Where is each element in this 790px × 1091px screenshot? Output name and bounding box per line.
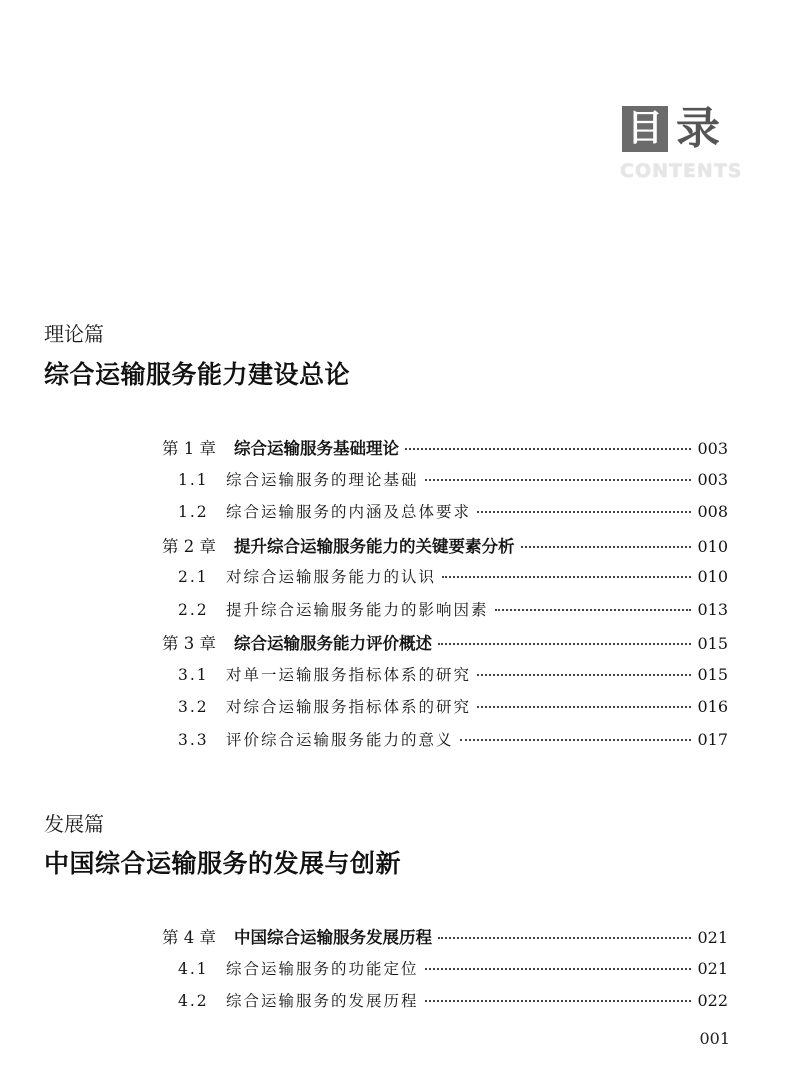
leader-dots	[477, 511, 691, 513]
toc-entry-section[interactable]	[162, 500, 728, 533]
heading-contents-word: CONTENTS	[620, 160, 743, 182]
entry-title: 对综合运输服务指标体系的研究	[226, 698, 472, 716]
entry-page: 010	[697, 536, 728, 556]
entry-page: 010	[697, 567, 728, 586]
toc-entry-section[interactable]	[162, 695, 728, 728]
entry-title: 提升综合运输服务能力的关键要素分析	[234, 536, 515, 556]
toc-entry-chapter[interactable]	[162, 924, 728, 957]
leader-dots	[442, 576, 691, 578]
toc-entry-section[interactable]	[162, 957, 728, 990]
toc-entry-section[interactable]	[162, 565, 728, 598]
entry-page: 015	[697, 664, 728, 684]
page-number: 001	[699, 1029, 730, 1048]
entry-page: 021	[697, 928, 728, 947]
toc-entry-chapter[interactable]	[162, 533, 728, 566]
part-label: 理论篇	[44, 322, 104, 346]
entry-page: 015	[697, 634, 728, 653]
leader-dots	[425, 968, 692, 970]
toc-entry-section[interactable]	[162, 728, 728, 761]
leader-dots	[460, 739, 692, 741]
entry-page: 017	[697, 729, 728, 749]
leader-dots	[405, 448, 691, 450]
entry-number: 2.1	[178, 568, 209, 586]
toc-entry-section[interactable]	[162, 989, 728, 1022]
toc-entry-section[interactable]	[162, 663, 728, 696]
toc-entry-chapter[interactable]	[162, 435, 728, 468]
entry-title: 综合运输服务的功能定位	[226, 959, 419, 978]
part-title: 综合运输服务能力建设总论	[44, 360, 351, 389]
entry-title: 综合运输服务的发展历程	[226, 992, 419, 1010]
contents-heading	[620, 103, 743, 194]
leader-dots	[438, 937, 691, 939]
toc-entry-section[interactable]	[162, 468, 728, 501]
entry-title: 对单一运输服务指标体系的研究	[226, 665, 472, 684]
leader-dots	[521, 546, 692, 548]
entry-number: 第 4 章	[162, 928, 216, 947]
entry-number: 1.1	[178, 470, 209, 489]
toc-list	[162, 924, 728, 1022]
toc-list	[162, 435, 728, 760]
entry-number: 第 3 章	[162, 634, 216, 653]
entry-page: 013	[697, 599, 728, 619]
part-label: 发展篇	[44, 812, 104, 836]
entry-page: 008	[697, 502, 728, 521]
entry-page: 022	[697, 991, 728, 1010]
entry-page: 021	[697, 958, 728, 978]
entry-number: 2.2	[178, 600, 209, 619]
part-title: 中国综合运输服务的发展与创新	[44, 849, 402, 878]
leader-dots	[495, 609, 692, 611]
entry-number: 第 2 章	[162, 536, 216, 556]
entry-number: 第 1 章	[162, 439, 216, 458]
toc-entry-section[interactable]	[162, 598, 728, 631]
entry-page: 016	[697, 697, 728, 716]
leader-dots	[438, 643, 691, 645]
entry-number: 4.2	[178, 992, 209, 1010]
entry-title: 综合运输服务的理论基础	[226, 470, 419, 489]
leader-dots	[477, 674, 691, 676]
entry-page: 003	[697, 469, 728, 489]
leader-dots	[477, 706, 691, 708]
entry-title: 对综合运输服务能力的认识	[226, 568, 437, 586]
entry-number: 1.2	[178, 503, 209, 521]
entry-title: 综合运输服务能力评价概述	[234, 634, 432, 653]
entry-title: 综合运输服务基础理论	[234, 439, 399, 458]
entry-title: 综合运输服务的内涵及总体要求	[226, 503, 472, 521]
entry-title: 提升综合运输服务能力的影响因素	[226, 600, 489, 619]
toc-entry-chapter[interactable]	[162, 630, 728, 663]
leader-dots	[425, 479, 692, 481]
leader-dots	[425, 1000, 692, 1002]
heading-lu: 录	[676, 103, 720, 154]
entry-title: 中国综合运输服务发展历程	[234, 928, 432, 947]
entry-title: 评价综合运输服务能力的意义	[226, 730, 454, 749]
entry-number: 4.1	[178, 959, 209, 978]
entry-page: 003	[697, 439, 728, 458]
entry-number: 3.3	[178, 730, 209, 749]
entry-number: 3.2	[178, 698, 209, 716]
heading-mu-box: 目	[622, 106, 668, 152]
entry-number: 3.1	[178, 665, 209, 684]
